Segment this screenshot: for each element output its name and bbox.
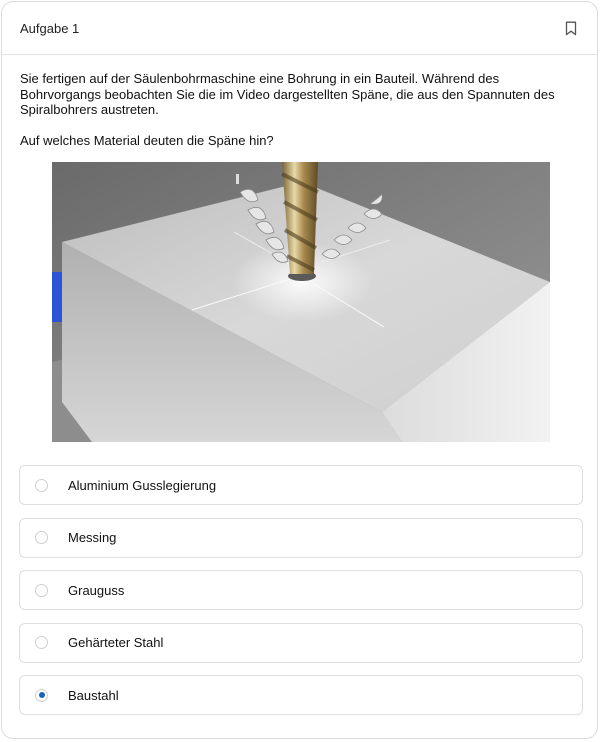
task-card (1, 1, 598, 739)
task-header (2, 2, 597, 55)
radio-button-selected[interactable] (35, 689, 48, 702)
radio-button[interactable] (35, 531, 48, 544)
question-prompt: Auf welches Material deuten die Späne hin? (20, 132, 274, 148)
task-title: Aufgabe 1 (20, 20, 80, 36)
drilling-video[interactable] (52, 162, 550, 442)
option-grauguss[interactable] (19, 570, 583, 610)
option-label: Aluminium Gusslegierung (68, 477, 217, 493)
answer-options (19, 465, 583, 728)
option-label: Baustahl (68, 687, 119, 703)
question-text: Sie fertigen auf der Säulenbohrmaschine eine Bohrung in ein Bauteil. Während des Bohrvorgangs beobachten Sie die im Video dargestellten Späne, die aus den Spannuten des Spiralbohrers austreten. (20, 71, 555, 117)
bookmark-icon[interactable] (563, 19, 579, 37)
radio-button[interactable] (35, 636, 48, 649)
option-label: Grauguss (68, 582, 125, 598)
radio-button[interactable] (35, 584, 48, 597)
option-messing[interactable] (19, 518, 583, 558)
question-block (2, 55, 597, 148)
option-label: Messing (68, 530, 117, 545)
option-gehaerteter-stahl[interactable] (19, 623, 583, 663)
option-label: Gehärteter Stahl (68, 635, 164, 650)
radio-button[interactable] (35, 479, 48, 492)
option-aluminium-gusslegierung[interactable] (19, 465, 583, 505)
option-baustahl[interactable] (19, 675, 583, 715)
